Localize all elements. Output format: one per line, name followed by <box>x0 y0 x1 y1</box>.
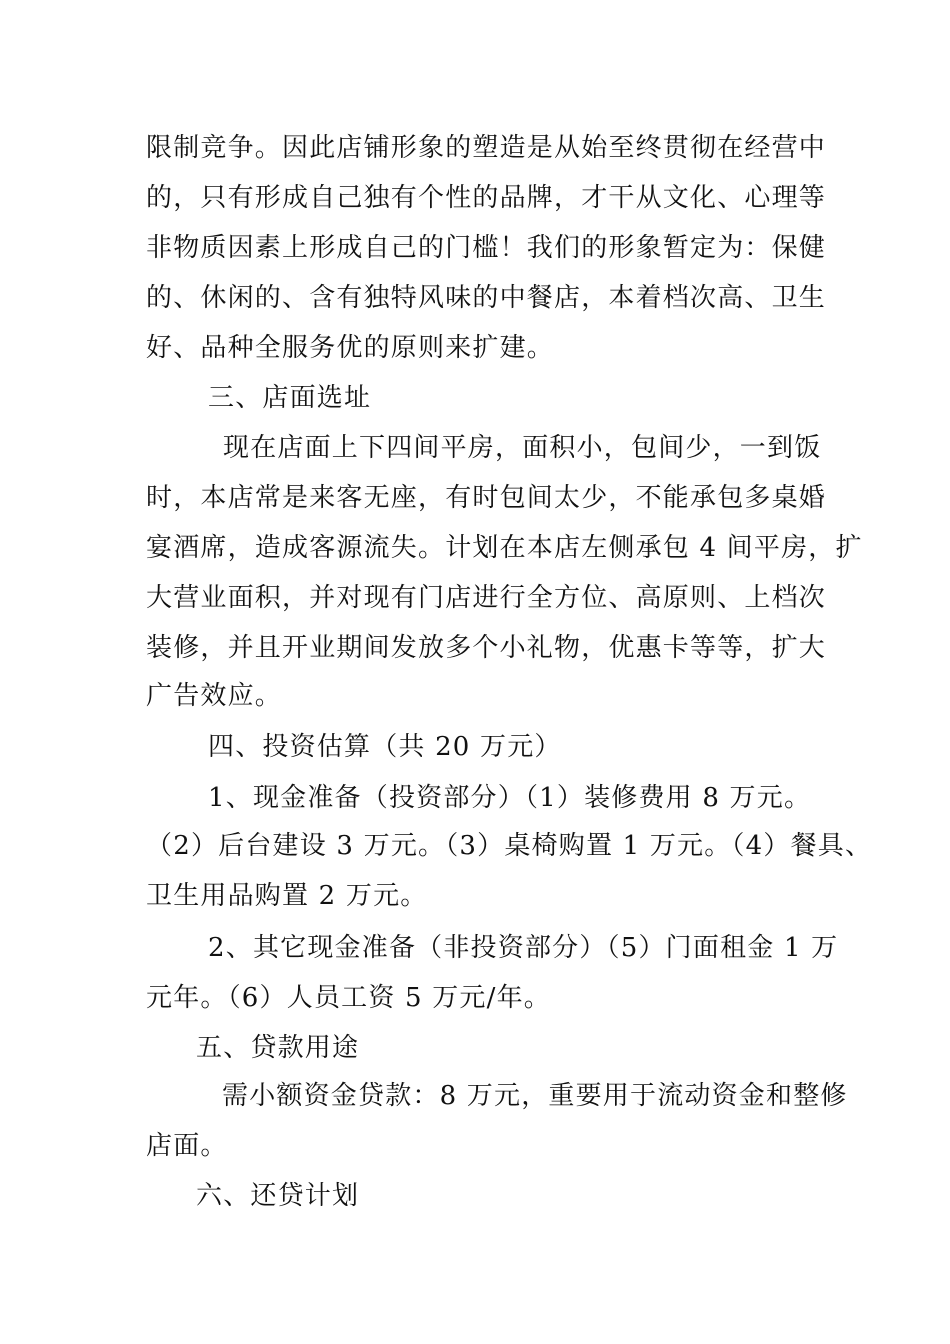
section-heading: 三、店面选址 <box>208 383 372 413</box>
text-line: 广告效应。 <box>146 681 283 711</box>
text-line: 元年。（6）人员工资 5 万元/年。 <box>146 983 551 1013</box>
text-line: 装修，并且开业期间发放多个小礼物，优惠卡等等，扩大 <box>146 633 827 663</box>
text-line: 好、品种全服务优的原则来扩建。 <box>146 333 555 363</box>
text-line: 1、现金准备（投资部分）（1）装修费用 8 万元。 <box>208 783 812 813</box>
section-heading: 四、投资估算（共 20 万元） <box>208 732 562 762</box>
text-line: 的、休闲的、含有独特风味的中餐店，本着档次高、卫生 <box>146 283 827 313</box>
text-line: 2、其它现金准备（非投资部分）（5）门面租金 1 万 <box>208 933 839 963</box>
text-line: 的，只有形成自己独有个性的品牌，才干从文化、心理等 <box>146 183 827 213</box>
text-line: 非物质因素上形成自己的门槛！我们的形象暂定为：保健 <box>146 233 827 263</box>
text-line: 限制竞争。因此店铺形象的塑造是从始至终贯彻在经营中 <box>146 133 827 163</box>
text-line: 时，本店常是来客无座，有时包间太少，不能承包多桌婚 <box>146 483 827 513</box>
text-line: 宴酒席，造成客源流失。计划在本店左侧承包 4 间平房，扩 <box>146 533 863 563</box>
text-line: 现在店面上下四间平房，面积小，包间少，一到饭 <box>223 433 822 463</box>
section-heading: 五、贷款用途 <box>196 1033 360 1063</box>
section-heading: 六、还贷计划 <box>196 1181 360 1211</box>
text-line: 店面。 <box>146 1131 228 1161</box>
text-line: 大营业面积，并对现有门店进行全方位、高原则、上档次 <box>146 583 827 613</box>
text-line: 需小额资金贷款：8 万元，重要用于流动资金和整修 <box>222 1081 848 1111</box>
text-line: （2）后台建设 3 万元。（3）桌椅购置 1 万元。（4）餐具、 <box>146 831 873 861</box>
text-line: 卫生用品购置 2 万元。 <box>146 881 428 911</box>
